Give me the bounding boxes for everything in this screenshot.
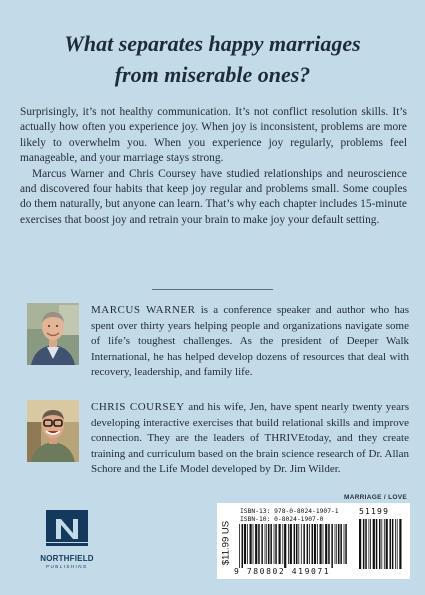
barcode-bar: [317, 524, 318, 564]
barcode-bar: [298, 524, 299, 564]
marcus-warner-bio: [91, 303, 409, 381]
barcode-bar: [376, 519, 378, 569]
barcode-bar: [282, 524, 283, 564]
barcode-bar: [303, 524, 305, 564]
isbn10-label: ISBN-10: 0-8024-1907-0: [240, 516, 324, 523]
barcode-bar: [275, 524, 277, 564]
price-text: $11.99 US: [220, 520, 232, 566]
barcode-bar: [369, 519, 370, 569]
author-bio-marcus: is a conference speaker and author who has spent over thirty years helping people and organizations navigate some of life’s toughest challenges. As the president of Deeper Walk International, he has helped develop dozens of resources that deal with recovery, leadership, and family life.: [91, 304, 409, 378]
barcode-bar: [320, 524, 322, 564]
barcode-bar: [395, 519, 396, 569]
publisher-name: NORTHFIELD: [40, 554, 94, 563]
barcode-bar: [397, 519, 398, 569]
barcode-bar: [359, 519, 361, 569]
barcode-bar: [335, 524, 336, 564]
category-label: MARRIAGE / LOVE: [343, 494, 407, 501]
section-divider: [152, 289, 273, 290]
description-paragraph-1: Surprisingly, it’s not healthy communication. It’s not conflict resolution skills. It’s actually how often you experience joy. When joy is inconsistent, problems are more likely to overwhelm you. When you experience joy regularly, problems feel manageable, and your marriage stays strong.: [20, 106, 407, 165]
back-cover-headline: [0, 28, 425, 90]
book-description: [20, 105, 407, 228]
author-name-marcus: MARCUS WARNER: [91, 304, 196, 316]
barcode-bar: [309, 524, 310, 564]
barcode-bar: [384, 519, 385, 569]
ean-barcode: [238, 524, 348, 568]
barcode-bar: [314, 524, 316, 564]
barcode-bar: [258, 524, 260, 564]
barcode-bar: [379, 519, 381, 569]
barcode-bar: [266, 524, 267, 564]
barcode-bar: [365, 519, 367, 569]
headline-line-1: What separates happy marriages: [64, 31, 361, 56]
barcode-bar: [344, 524, 345, 564]
barcode-bar: [253, 524, 254, 564]
publisher-sub: PUBLISHING: [46, 564, 88, 569]
marcus-warner-photo: [27, 303, 79, 365]
barcode-bar: [284, 524, 286, 568]
barcode-bar: [290, 524, 292, 564]
chris-coursey-photo: [27, 400, 79, 462]
barcode-bar: [323, 524, 324, 564]
barcode-bar: [336, 524, 337, 564]
barcode-bar: [250, 524, 252, 564]
ean-number: 9 780802 419071: [234, 567, 331, 576]
addon-barcode: [358, 519, 404, 573]
barcode-bar: [312, 524, 314, 564]
barcode-bar: [386, 519, 388, 569]
barcode-bar: [340, 524, 342, 564]
barcode-bar: [399, 519, 401, 569]
description-paragraph-2: Marcus Warner and Chris Coursey have studied relationships and neuroscience and discovered four habits that keep joy regular and problems small. Some couples do them naturally, but anyone can learn. That’s why each chapter includes 15-minute exercises that boost joy and retrain your brain to make joy your default setting.: [20, 167, 407, 226]
barcode-bar: [268, 524, 270, 564]
barcode-bar: [244, 524, 246, 564]
barcode-bar: [274, 524, 275, 564]
barcode-bar: [296, 524, 298, 564]
barcode-bar: [294, 524, 296, 564]
barcode-bar: [345, 524, 347, 564]
barcode-bar: [255, 524, 257, 564]
barcode-bar: [363, 519, 365, 569]
barcode-bar: [331, 524, 333, 568]
barcode-bar: [247, 524, 248, 564]
barcode-bar: [390, 519, 392, 569]
author-name-chris: CHRIS COURSEY: [91, 401, 185, 413]
barcode-bar: [307, 524, 309, 564]
author-bio-chris: and his wife, Jen, have spent nearly twenty years developing interactive exercises that build relational skills and improve connection. They are the leaders of THRIVEtoday, and they create training and curriculum based on the brain science research of Dr. Allan Schore and the Life Model developed by Dr. Jim Wilder.: [91, 401, 409, 475]
barcode-bar: [239, 524, 240, 568]
barcode-bar: [338, 524, 340, 564]
barcode-bar: [325, 524, 327, 564]
barcode-bar: [328, 524, 330, 564]
barcode-bar: [279, 524, 281, 564]
barcode-bar: [261, 524, 263, 564]
barcode-bar: [265, 524, 266, 564]
barcode-bar: [373, 519, 375, 569]
chris-coursey-bio: [91, 400, 409, 478]
addon-number: 51199: [359, 507, 390, 516]
publisher-logo: [36, 508, 98, 569]
barcode-bar: [270, 524, 272, 564]
barcode-bar: [381, 519, 382, 569]
isbn13-label: ISBN-13: 978-0-8024-1907-1: [240, 508, 339, 515]
barcode-bar: [242, 524, 244, 568]
barcode-bar: [288, 524, 289, 564]
headline-line-2: from miserable ones?: [114, 62, 311, 87]
barcode-bar: [370, 519, 371, 569]
barcode-bar: [301, 524, 302, 564]
barcode-bar: [392, 519, 394, 569]
northfield-logo-icon: [36, 508, 98, 548]
price-label: [219, 510, 233, 576]
